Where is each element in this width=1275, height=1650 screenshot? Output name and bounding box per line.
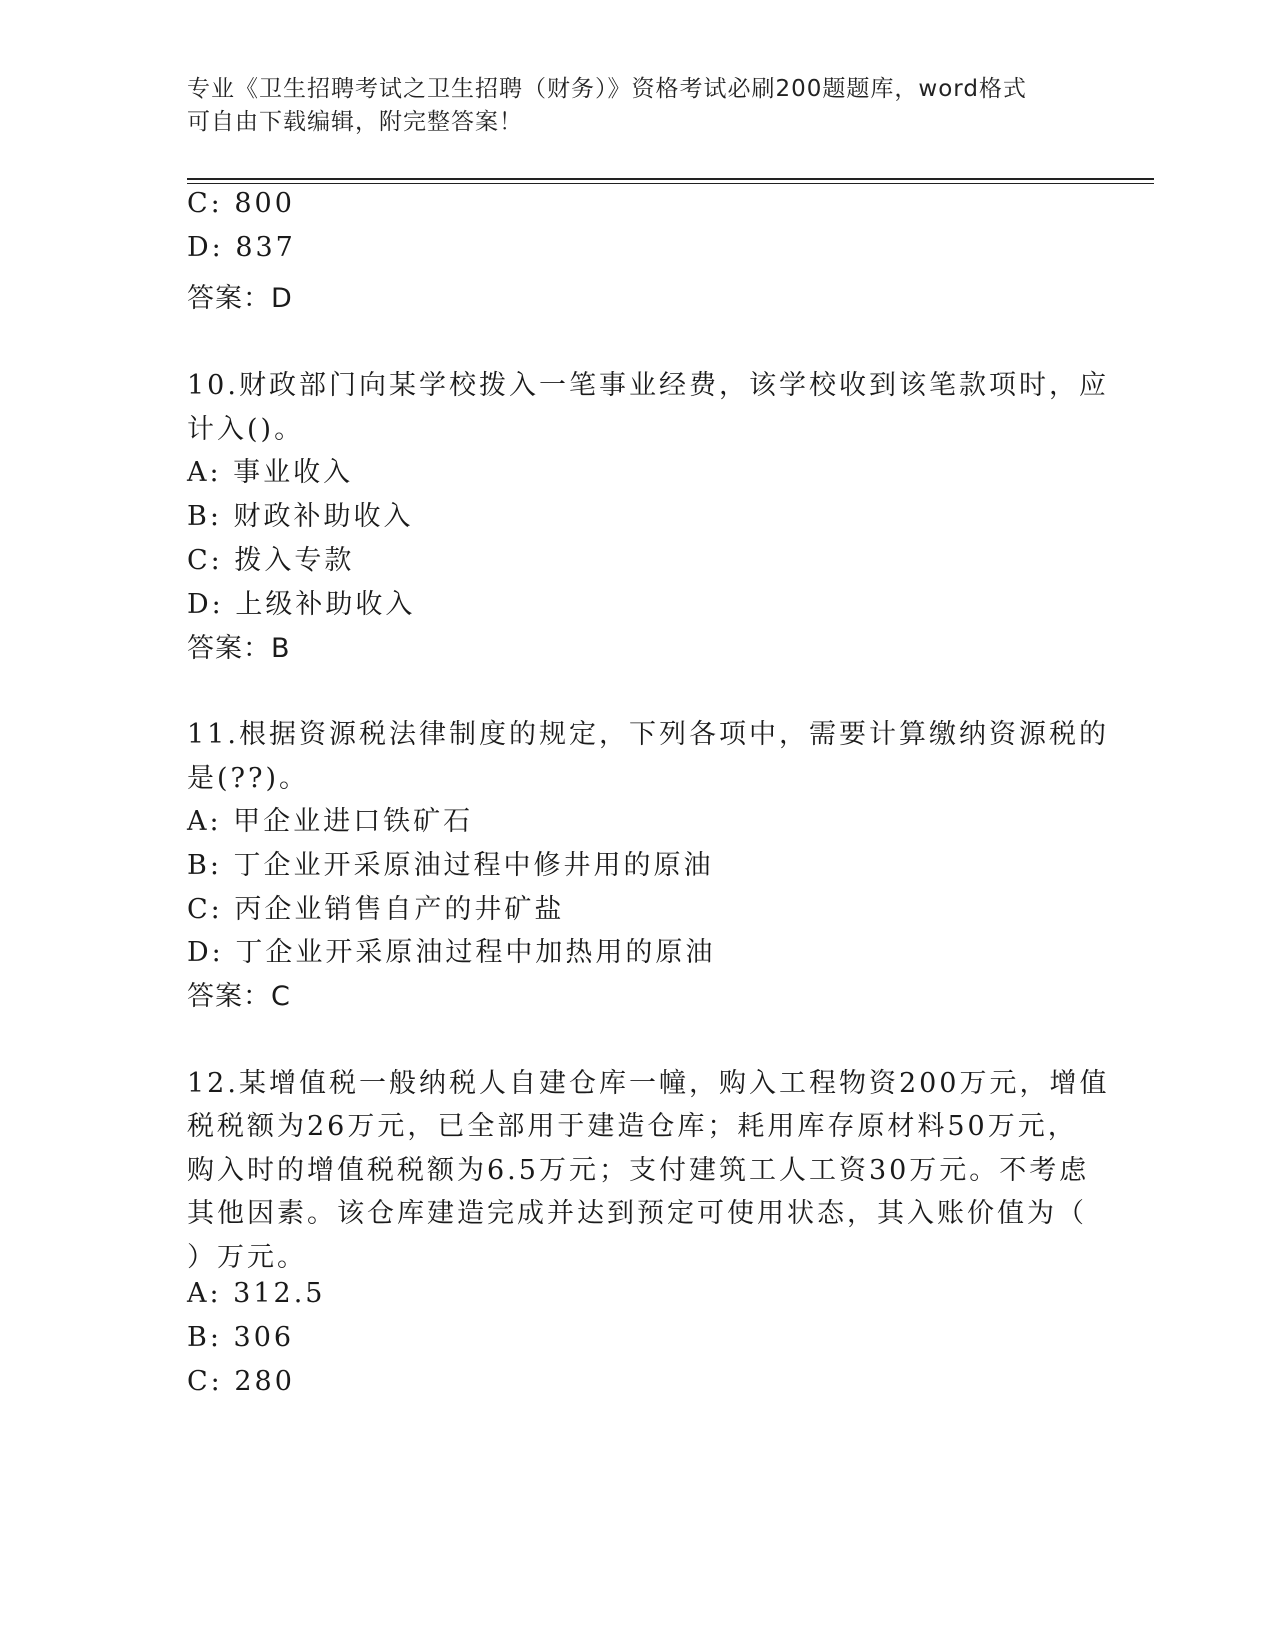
q12-option-a: A: 312.5	[187, 1278, 326, 1309]
q10-stem-line-2: 计入()。	[187, 414, 305, 445]
header-rule-thin	[187, 183, 1154, 184]
q12-option-b: B: 306	[187, 1322, 295, 1353]
q12-stem-line-4: 其他因素。该仓库建造完成并达到预定可使用状态，其入账价值为（	[187, 1198, 1087, 1229]
header-rule-thick	[187, 178, 1154, 180]
q10-option-c: C: 拨入专款	[187, 545, 355, 576]
q11-stem-line-1: 11.根据资源税法律制度的规定，下列各项中，需要计算缴纳资源税的	[187, 719, 1109, 750]
q10-option-d: D: 上级补助收入	[187, 589, 416, 620]
q10-option-b: B: 财政补助收入	[187, 501, 414, 532]
header-line-1: 专业《卫生招聘考试之卫生招聘（财务）》资格考试必刷200题题库，word格式	[187, 76, 1027, 102]
q12-stem-line-5: ）万元。	[187, 1242, 307, 1273]
q11-option-c: C: 丙企业销售自产的井矿盐	[187, 894, 565, 925]
q12-option-c: C: 280	[187, 1366, 295, 1397]
q10-option-a: A: 事业收入	[187, 457, 354, 488]
q10-stem-line-1: 10.财政部门向某学校拨入一笔事业经费，该学校收到该笔款项时，应	[187, 370, 1109, 401]
prev-answer: 答案：D	[187, 283, 293, 314]
q11-option-a: A: 甲企业进口铁矿石	[187, 806, 474, 837]
q10-answer: 答案：B	[187, 633, 291, 664]
prev-option-c: C: 800	[187, 188, 295, 219]
q11-option-d: D: 丁企业开采原油过程中加热用的原油	[187, 937, 716, 968]
q11-option-b: B: 丁企业开采原油过程中修井用的原油	[187, 850, 714, 881]
header-line-2: 可自由下载编辑，附完整答案！	[187, 109, 523, 135]
q12-stem-line-1: 12.某增值税一般纳税人自建仓库一幢，购入工程物资200万元，增值	[187, 1068, 1110, 1099]
document-header	[187, 73, 1067, 139]
q11-stem-line-2: 是(??)。	[187, 763, 310, 794]
q11-answer: 答案：C	[187, 981, 291, 1012]
q12-stem-line-2: 税税额为26万元，已全部用于建造仓库；耗用库存原材料50万元，	[187, 1111, 1078, 1142]
prev-option-d: D: 837	[187, 232, 296, 263]
q12-stem-line-3: 购入时的增值税税额为6.5万元；支付建筑工人工资30万元。不考虑	[187, 1155, 1090, 1186]
